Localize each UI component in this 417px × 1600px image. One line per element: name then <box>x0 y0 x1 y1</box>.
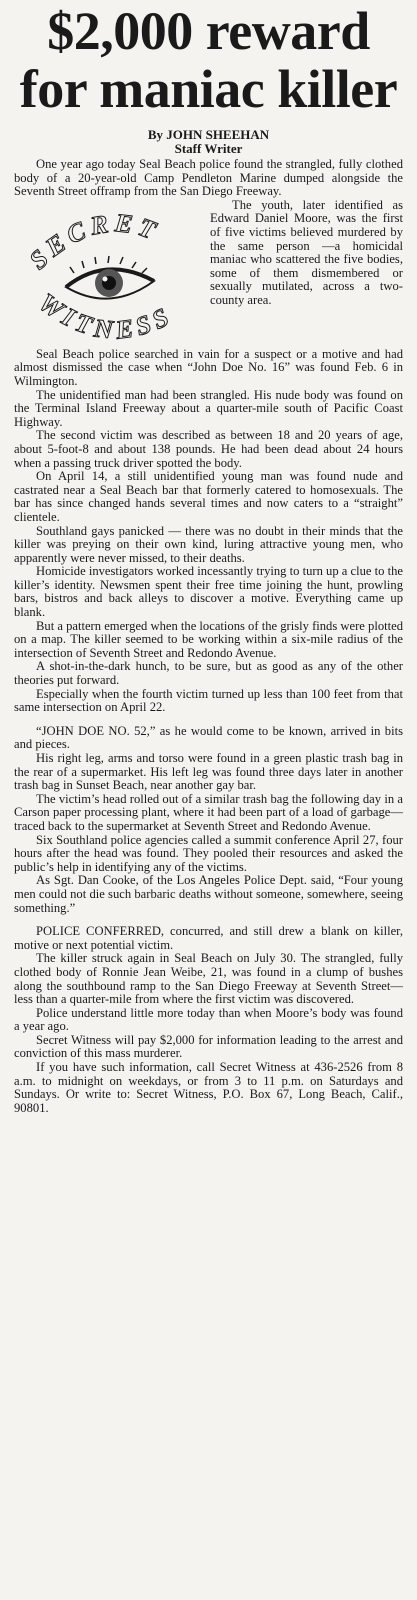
paragraph-3: Seal Beach police searched in vain for a suspect or a motive and had almost dismissed the case when “John Doe No. 16” was found Feb. 6 in Wilmington. <box>14 346 403 388</box>
section2-paragraph-1: His right leg, arms and torso were found in a green plastic trash bag in the rear of a supermarket. His left leg was found three days later in another trash bag in Sunset Beach, near another gay bar. <box>14 751 403 793</box>
headline <box>14 0 403 118</box>
section2-paragraph-4: As Sgt. Dan Cooke, of the Los Angeles Police Dept. said, “Four young men could not die such barbaric deaths without someone, somewhere, seeing something.” <box>14 873 403 915</box>
paragraph-5: The second victim was described as between 18 and 20 years of age, about 5-foot-8 and about 138 pounds. He had been dead about 24 hours when a passing truck driver spotted the body. <box>14 428 403 470</box>
logo-section <box>14 199 403 348</box>
paragraph-4: The unidentified man had been strangled. His nude body was found on the Terminal Island Freeway about a quarter-mile south of Pacific Coast Highway. <box>14 387 403 429</box>
headline-line-1: $2,000 reward <box>47 1 370 61</box>
secret-witness-logo <box>14 201 204 346</box>
paragraph-9: But a pattern emerged when the locations of the grisly finds were plotted on a map. The killer seemed to be working within a six-mile radius of the intersection of Seventh Street and Redondo Avenue. <box>14 618 403 660</box>
section2-paragraph-3: Six Southland police agencies called a summit conference April 27, four hours after the head was found. They pooled their resources and asked the public’s help in identifying any of the victims. <box>14 832 403 874</box>
section3-lead-paragraph <box>14 925 403 952</box>
section2-paragraph-2: The victim’s head rolled out of a similar trash bag the following day in a Carson paper processing plant, where it had been part of a load of garbage—traced back to the supermarket at Seventh Street and Redondo Avenue. <box>14 791 403 833</box>
section3-lead: POLICE CONFERRED, <box>36 924 165 939</box>
byline-name: By JOHN SHEEHAN <box>147 127 270 142</box>
section3-paragraph-2: Police understand little more today than when Moore’s body was found a year ago. <box>14 1005 403 1034</box>
paragraph-2: The youth, later identified as Edward Daniel Moore, was the first of five victims believed murdered by the same person —a homicidal maniac who scattered the five bodies, some of them dismembered or sexually mutilated, across a two-county area. <box>210 197 403 307</box>
section3-paragraph-4: If you have such information, call Secret Witness at 436-2526 from 8 a.m. to midnight on weekdays, or from 3 to 11 p.m. on Saturdays and Sundays. Or write to: Secret Witness, P.O. Box 67, Long Beach, Calif., 90801. <box>14 1060 403 1115</box>
paragraph-8: Homicide investigators worked incessantly trying to turn up a clue to the killer’s identity. Newsmen spent their free time joining the hunt, prowling bars, bistros and back alleys to discover a motive. Everything came up blank. <box>14 564 403 620</box>
paragraph-11: Especially when the fourth victim turned up less than 100 feet from that same intersection on April 22. <box>14 686 403 715</box>
byline-title: Staff Writer <box>174 141 243 156</box>
paragraph-6: On April 14, a still unidentified young man was found nude and castrated near a Seal Beach bar that formerly catered to homosexuals. The bar has since changed hands several times and now caters to a “straight” clientele. <box>14 469 403 524</box>
section2-lead: “JOHN DOE NO. 52,” <box>36 723 156 738</box>
section2-lead-paragraph <box>14 725 403 752</box>
section3-paragraph-3: Secret Witness will pay $2,000 for information leading to the arrest and conviction of this mass murderer. <box>14 1032 403 1061</box>
paragraph-1: One year ago today Seal Beach police found the strangled, fully clothed body of a 20-year-old Camp Pendleton Marine dumped alongside the Seventh Street offramp from the San Diego Freeway. <box>14 157 403 199</box>
section3-paragraph-1: The killer struck again in Seal Beach on July 30. The strangled, fully clothed body of Ronnie Jean Weibe, 21, was found in a clump of bushes along the southbound ramp to the San Diego Freeway at Seventh Street—less than a quarter-mile from where the first victim was discovered. <box>14 951 403 1007</box>
paragraph-7: Southland gays panicked — there was no doubt in their minds that the killer was preying on their own kind, luring attractive young men, who apparently were never missed, to their deaths. <box>14 523 403 565</box>
logo-bottom-text: WITNESS <box>33 287 178 345</box>
section3-lead-rest: concurred, and still drew a blank on killer, motive or next potential victim. <box>14 924 403 952</box>
byline <box>14 128 403 156</box>
section2-lead-rest: as he would come to be known, arrived in bits and pieces. <box>14 723 403 752</box>
paragraph-10: A shot-in-the-dark hunch, to be sure, but as good as any of the other theories put forward. <box>14 659 403 688</box>
headline-line-2: for maniac killer <box>19 59 398 119</box>
logo-top-text: SECRET <box>23 207 165 275</box>
eye-icon <box>14 201 204 346</box>
